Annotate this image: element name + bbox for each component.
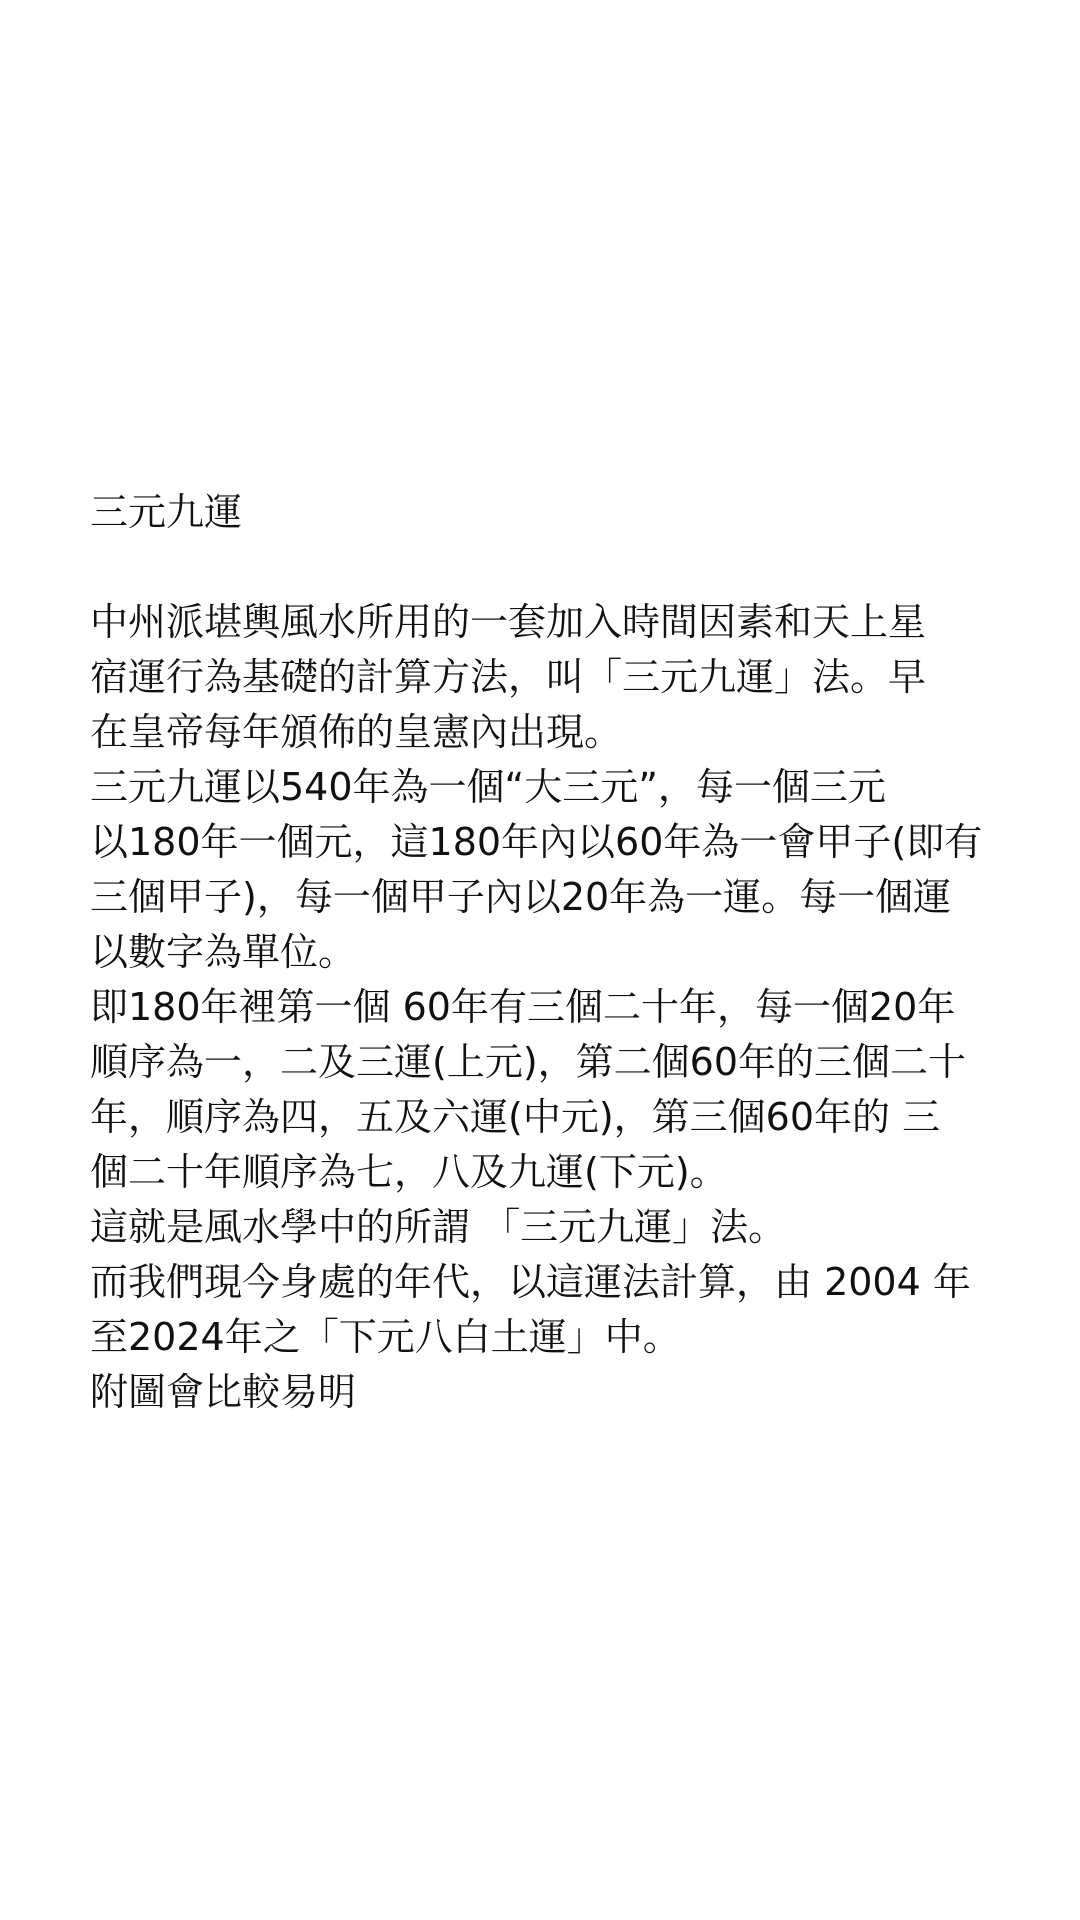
text-line: 中州派堪輿風水所用的一套加入時間因素和天上星 [90,600,927,644]
text-line: 年，順序為四，五及六運(中元)，第三個60年的 三 [90,1095,941,1139]
blank-line [90,540,1005,595]
text-line: 這就是風水學中的所謂 「三元九運」法。 [90,1205,787,1249]
text-line: 三個甲子)，每一個甲子內以20年為一運。每一個運 [90,875,952,919]
text-line: 以180年一個元，這180年內以60年為一會甲子(即有 [90,820,983,864]
text-line: 附圖會比較易明 [90,1370,357,1414]
text-line: 在皇帝每年頒佈的皇憲內出現。 [90,710,623,754]
document-title: 三元九運 [90,490,243,534]
text-line: 個二十年順序為七，八及九運(下元)。 [90,1150,728,1194]
text-line: 以數字為單位。 [90,930,357,974]
text-line: 而我們現今身處的年代，以這運法計算，由 2004 年 [90,1260,971,1304]
text-line: 即180年裡第一個 60年有三個二十年，每一個20年 [90,985,956,1029]
text-line: 宿運行為基礎的計算方法，叫「三元九運」法。早 [90,655,927,699]
document-body [90,485,1005,1420]
text-line: 三元九運以540年為一個“大三元”，每一個三元 [90,765,886,809]
text-line: 至2024年之「下元八白土運」中。 [90,1315,681,1359]
text-line: 順序為一，二及三運(上元)，第二個60年的三個二十 [90,1040,967,1084]
